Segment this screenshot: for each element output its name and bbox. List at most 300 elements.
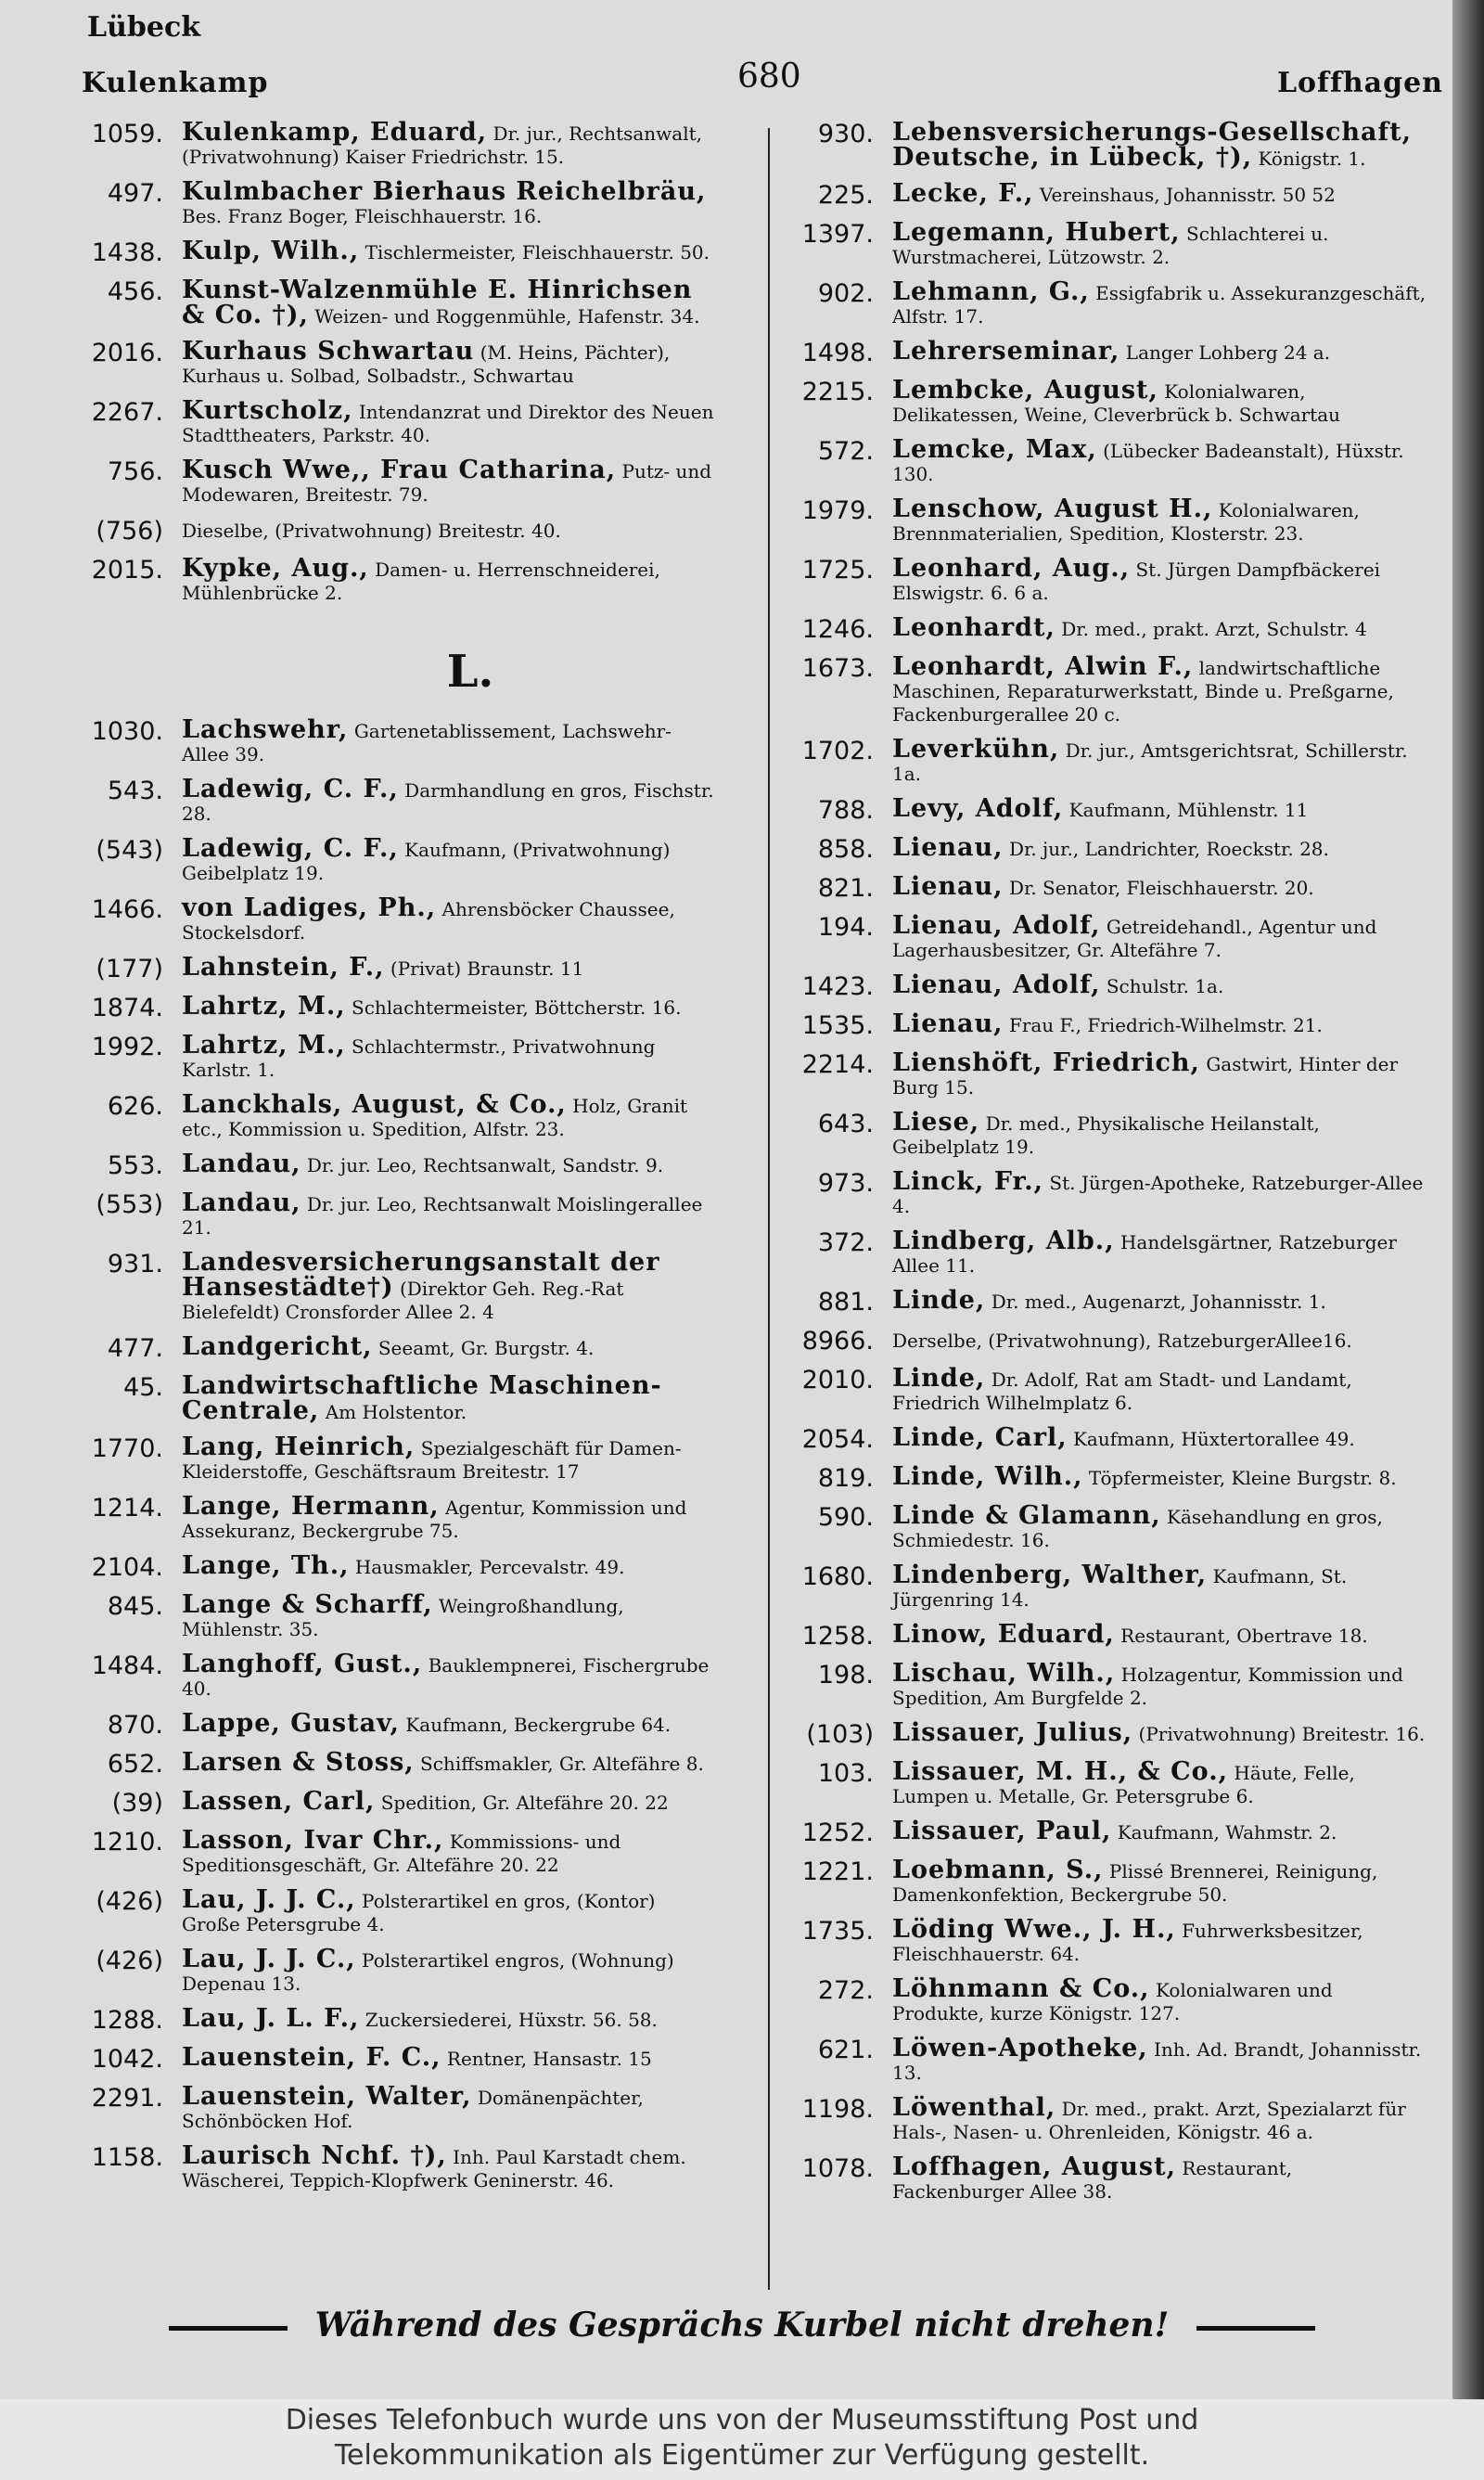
directory-entry: [85, 1652, 716, 1701]
entry-body: [892, 911, 1426, 962]
directory-entry: [85, 1551, 716, 1582]
subscriber-name: Lappe, Gustav,: [182, 1709, 400, 1738]
phone-number: 2054.: [801, 1425, 874, 1454]
entry-body: [182, 1885, 716, 1936]
subscriber-details: Kolonialwaren und Produkte, kurze Königstr. 127.: [892, 1979, 1333, 2024]
entry-body: [182, 337, 716, 388]
subscriber-name: Lemcke, Max,: [892, 435, 1097, 464]
directory-entry: [796, 497, 1426, 546]
directory-entry: [85, 554, 716, 605]
subscriber-name: Lachswehr,: [182, 715, 349, 744]
directory-entry: [796, 1286, 1426, 1317]
phone-number: 1484.: [91, 1651, 163, 1680]
entry-body: [892, 1462, 1426, 1493]
phone-number: 1246.: [801, 615, 874, 644]
subscriber-name: Löhnmann & Co.,: [892, 1974, 1150, 2003]
subscriber-details: Handelsgärtner, Ratzeburger Allee 11.: [892, 1231, 1397, 1277]
subscriber-name: Kurtscholz,: [182, 396, 353, 425]
directory-entry: [85, 1826, 716, 1877]
phone-number: 652.: [107, 1750, 163, 1779]
entry-body: [182, 893, 716, 944]
entry-body: [182, 715, 716, 766]
subscriber-name: Leonhardt, Alwin F.,: [892, 652, 1194, 681]
directory-entry: [85, 1947, 716, 1996]
directory-entry: [85, 1748, 716, 1779]
entry-body: [892, 2034, 1426, 2085]
left-column: [85, 118, 716, 2204]
subscriber-details: Dr. jur. Leo, Rechtsanwalt, Sandstr. 9.: [306, 1154, 664, 1176]
phone-number: 858.: [817, 835, 874, 864]
phone-number: 1214.: [91, 1494, 163, 1523]
phone-number: 1423.: [801, 972, 874, 1001]
entry-body: [182, 1090, 716, 1141]
directory-entry: [85, 118, 716, 169]
entry-body: [892, 118, 1426, 172]
phone-number: 456.: [107, 277, 163, 306]
phone-number: 2214.: [801, 1050, 874, 1079]
entry-body: [892, 1915, 1426, 1966]
directory-entry: [796, 435, 1426, 486]
subscriber-details: Hausmakler, Percevalstr. 49.: [354, 1556, 625, 1578]
subscriber-name: Lienau,: [892, 1009, 1004, 1038]
phone-number: 1221.: [801, 1857, 874, 1886]
subscriber-name: Lecke, F.,: [892, 179, 1034, 208]
phone-number: 930.: [817, 120, 874, 148]
subscriber-name: Kurhaus Schwartau: [182, 337, 475, 366]
phone-number: 845.: [107, 1592, 163, 1621]
phone-number: 626.: [107, 1092, 163, 1121]
subscriber-details: Frau F., Friedrich-Wilhelmstr. 21.: [1008, 1014, 1323, 1036]
subscriber-name: Lahnstein, F.,: [182, 953, 385, 982]
phone-number: (553): [96, 1190, 163, 1219]
subscriber-details: Restaurant, Obertrave 18.: [1120, 1625, 1368, 1647]
directory-entry: [85, 1090, 716, 1141]
directory-entry: [796, 652, 1426, 726]
subscriber-details: Fuhrwerksbesitzer, Fleischhauerstr. 64.: [892, 1920, 1363, 1965]
phone-number: 198.: [817, 1661, 874, 1690]
subscriber-name: Lindenberg, Walther,: [892, 1561, 1208, 1589]
entry-body: [182, 992, 716, 1022]
subscriber-name: Lau, J. J. C.,: [182, 1945, 356, 1973]
subscriber-name: Ladewig, C. F.,: [182, 834, 399, 863]
phone-number: 621.: [817, 2036, 874, 2064]
subscriber-name: Linde,: [892, 1364, 986, 1393]
subscriber-details: Töpfermeister, Kleine Burgstr. 8.: [1088, 1467, 1397, 1489]
phone-number: 2015.: [91, 556, 163, 585]
directory-entry: [796, 218, 1426, 269]
subscriber-name: Levy, Adolf,: [892, 794, 1064, 823]
subscriber-name: Linde, Carl,: [892, 1423, 1068, 1452]
subscriber-details: (M. Heins, Pächter), Kurhaus u. Solbad, Solbadstr., Schwartau: [182, 341, 671, 387]
entry-body: [182, 1709, 716, 1740]
subscriber-details: Häute, Felle, Lumpen u. Metalle, Gr. Petersgrube 6.: [892, 1762, 1355, 1807]
subscriber-details: Seeamt, Gr. Burgstr. 4.: [377, 1337, 595, 1359]
subscriber-name: Loffhagen, August,: [892, 2152, 1176, 2181]
phone-number: 1735.: [801, 1917, 874, 1946]
subscriber-details: Königstr. 1.: [1258, 148, 1366, 170]
left-bottom-entries: [85, 715, 716, 2192]
entry-body: [182, 554, 716, 605]
subscriber-details: Dr. jur., Landrichter, Roeckstr. 28.: [1008, 838, 1329, 860]
subscriber-name: Lissauer, Paul,: [892, 1817, 1112, 1845]
subscriber-details: Schlachterei u. Wurstmacherei, Lützowstr. 2.: [892, 223, 1329, 268]
entry-body: [182, 1947, 716, 1996]
subscriber-name: Linde & Glamann,: [892, 1501, 1161, 1530]
subscriber-name: Liese,: [892, 1108, 980, 1137]
subscriber-details: Holz, Granit etc., Kommission u. Spedition, Alfstr. 23.: [182, 1095, 688, 1140]
phone-number: (756): [96, 517, 163, 546]
directory-entry: [796, 179, 1426, 210]
directory-entry: [85, 1371, 716, 1425]
subscriber-details: Dr. med., Physikalische Heilanstalt, Geibelplatz 19.: [892, 1112, 1320, 1158]
subscriber-name: Kypke, Aug.,: [182, 554, 369, 583]
directory-entry: [85, 1787, 716, 1818]
directory-entry: [796, 833, 1426, 864]
subscriber-details: Kaufmann, Hüxtertorallee 49.: [1072, 1428, 1355, 1450]
entry-body: [182, 396, 716, 447]
directory-entry: [85, 1248, 716, 1324]
directory-entry: [85, 2141, 716, 2192]
directory-entry: [85, 337, 716, 388]
subscriber-details: Am Holstentor.: [325, 1401, 467, 1423]
subscriber-details: (Privatwohnung) Breitestr. 16.: [1138, 1723, 1426, 1745]
subscriber-details: Agentur, Kommission und Assekuranz, Beckergrube 75.: [182, 1497, 687, 1542]
subscriber-details: Inh. Ad. Brandt, Johannisstr. 13.: [892, 2038, 1422, 2084]
directory-entry: [796, 1328, 1426, 1356]
subscriber-name: Leverkühn,: [892, 735, 1060, 764]
entry-body: [892, 1229, 1426, 1278]
phone-number: 902.: [817, 279, 874, 308]
entry-body: [182, 2082, 716, 2133]
entry-body: [182, 1590, 716, 1641]
directory-entry: [85, 953, 716, 983]
phone-number: 590.: [817, 1503, 874, 1532]
subscriber-name: Löwen-Apotheke,: [892, 2034, 1148, 2062]
entry-body: [892, 435, 1426, 486]
entry-body: [182, 1332, 716, 1363]
phone-number: (103): [806, 1720, 874, 1749]
subscriber-details: Derselbe, (Privatwohnung), RatzeburgerAllee16.: [892, 1330, 1352, 1352]
subscriber-name: Kunst-Walzenmühle E. Hinrichsen & Co. †),: [182, 276, 693, 329]
subscriber-details: Polsterartikel engros, (Wohnung) Depenau 13.: [182, 1949, 674, 1995]
directory-entry: [796, 1974, 1426, 2025]
entry-body: [182, 1787, 716, 1818]
subscriber-details: Kaufmann, Beckergrube 64.: [405, 1714, 672, 1736]
directory-entry: [85, 2082, 716, 2133]
entry-body: [892, 376, 1426, 427]
subscriber-details: Käsehandlung en gros, Schmiedestr. 16.: [892, 1506, 1383, 1551]
subscriber-details: Gartenetablissement, Lachswehr-Allee 39.: [182, 720, 672, 765]
entry-body: [182, 1551, 716, 1582]
subscriber-name: Löwenthal,: [892, 2093, 1056, 2122]
subscriber-name: Lau, J. L. F.,: [182, 2004, 360, 2033]
entry-body: [892, 1659, 1426, 1710]
directory-entry: [796, 794, 1426, 825]
subscriber-details: Bes. Franz Boger, Fleischhauerstr. 16.: [182, 205, 543, 227]
subscriber-details: Dr. jur., Amtsgerichtsrat, Schillerstr. 1a.: [892, 739, 1408, 785]
subscriber-details: Kolonialwaren, Brennmaterialien, Spedition, Klosterstr. 23.: [892, 499, 1360, 545]
subscriber-details: Damen- u. Herrenschneiderei, Mühlenbrücke 2.: [182, 559, 660, 604]
entry-body: [182, 2004, 716, 2035]
subscriber-name: Lenschow, August H.,: [892, 495, 1213, 523]
subscriber-details: Dr. Adolf, Rat am Stadt- und Landamt, Friedrich Wilhelmplatz 6.: [892, 1368, 1352, 1414]
directory-entry: [796, 1229, 1426, 1278]
phone-number: 643.: [817, 1110, 874, 1138]
phone-number: 1042.: [91, 2045, 163, 2074]
subscriber-name: Lange & Scharff,: [182, 1590, 433, 1619]
directory-entry: [796, 118, 1426, 172]
entry-body: [182, 177, 716, 228]
entry-body: [182, 518, 716, 546]
entry-body: [182, 777, 716, 826]
phone-number: 1078.: [801, 2154, 874, 2183]
subscriber-details: Vereinshaus, Johannisstr. 50 52: [1039, 184, 1336, 206]
directory-entry: [796, 1718, 1426, 1749]
phone-number: 225.: [817, 181, 874, 210]
subscriber-details: St. Jürgen-Apotheke, Ratzeburger-Allee 4.: [892, 1172, 1424, 1217]
directory-entry: [796, 1563, 1426, 1612]
subscriber-name: Linde,: [892, 1286, 986, 1315]
entry-body: [182, 1826, 716, 1877]
entry-body: [182, 118, 716, 169]
entry-body: [892, 277, 1426, 328]
entry-body: [892, 497, 1426, 546]
subscriber-name: Löding Wwe., J. H.,: [892, 1915, 1176, 1944]
subscriber-name: Lienau,: [892, 872, 1004, 901]
subscriber-name: Lembcke, August,: [892, 376, 1158, 405]
subscriber-name: Lissauer, Julius,: [892, 1718, 1133, 1747]
subscriber-details: Domänenpächter, Schönböcken Hof.: [182, 2087, 644, 2132]
subscriber-details: St. Jürgen Dampfbäckerei Elswigstr. 6. 6 a.: [892, 559, 1381, 604]
entry-body: [892, 1286, 1426, 1317]
subscriber-name: Lasson, Ivar Chr.,: [182, 1826, 444, 1855]
phone-number: 870.: [107, 1711, 163, 1740]
directory-entry: [796, 872, 1426, 903]
phone-number: 2016.: [91, 339, 163, 367]
subscriber-name: Leonhard, Aug.,: [892, 554, 1131, 583]
phone-number: 1397.: [801, 220, 874, 249]
directory-entry: [85, 2043, 716, 2074]
subscriber-details: Spedition, Gr. Altefähre 20. 22: [380, 1792, 669, 1814]
phone-number: 45.: [123, 1373, 163, 1402]
phone-number: 1992.: [91, 1033, 163, 1061]
entry-body: [892, 1858, 1426, 1907]
directory-entry: [85, 1031, 716, 1082]
column-divider: [768, 128, 770, 2290]
subscriber-details: Schulstr. 1a.: [1106, 975, 1224, 997]
subscriber-name: Lehmann, G.,: [892, 277, 1090, 306]
entry-body: [892, 554, 1426, 605]
subscriber-name: Lebensversicherungs-Gesellschaft, Deutsche, in Lübeck, †),: [892, 118, 1413, 172]
directory-entry: [85, 1332, 716, 1363]
entry-body: [892, 1501, 1426, 1552]
subscriber-details: Kommissions- und Speditionsgeschäft, Gr. Altefähre 20. 22: [182, 1831, 621, 1876]
directory-entry: [796, 1048, 1426, 1099]
entry-body: [182, 1748, 716, 1779]
subscriber-name: Leonhardt,: [892, 613, 1055, 642]
phone-number: 821.: [817, 874, 874, 903]
phone-number: 819.: [817, 1464, 874, 1493]
subscriber-details: Kaufmann, Mühlenstr. 11: [1068, 799, 1309, 821]
directory-entry: [85, 278, 716, 328]
directory-entry: [796, 554, 1426, 605]
page-number: 680: [737, 58, 801, 96]
subscriber-details: Weingroßhandlung, Mühlenstr. 35.: [182, 1595, 624, 1640]
phone-number: (426): [96, 1947, 163, 1975]
subscriber-name: Kulp, Wilh.,: [182, 237, 360, 265]
subscriber-details: Holzagentur, Kommission und Spedition, Am Burgfelde 2.: [892, 1664, 1403, 1709]
subscriber-name: Loebmann, S.,: [892, 1856, 1104, 1884]
subscriber-details: Rentner, Hansastr. 15: [446, 2048, 652, 2070]
phone-number: 2010.: [801, 1366, 874, 1394]
phone-number: 8966.: [801, 1327, 874, 1356]
entry-body: [892, 1620, 1426, 1651]
entry-body: [182, 458, 716, 507]
subscriber-name: Lehrerseminar,: [892, 337, 1120, 366]
subscriber-name: Langhoff, Gust.,: [182, 1650, 423, 1678]
subscriber-details: Dr. jur. Leo, Rechtsanwalt Moislingerallee 21.: [182, 1193, 703, 1239]
subscriber-details: (Direktor Geh. Reg.-Rat Bielefeldt) Cronsforder Allee 2. 4: [182, 1278, 624, 1323]
entry-body: [892, 1009, 1426, 1040]
subscriber-details: Getreidehandl., Agentur und Lagerhausbesitzer, Gr. Altefähre 7.: [892, 916, 1377, 961]
subscriber-details: Putz- und Modewaren, Breitestr. 79.: [182, 460, 712, 506]
subscriber-name: Lienau, Adolf,: [892, 970, 1101, 999]
footer-warning: Während des Gesprächs Kurbel nicht drehen!: [0, 2306, 1484, 2345]
phone-number: 881.: [817, 1288, 874, 1317]
entry-body: [892, 2152, 1426, 2204]
subscriber-details: Spezialgeschäft für Damen-Kleiderstoffe, Geschäftsraum Breitestr. 17: [182, 1437, 682, 1483]
phone-number: (177): [96, 955, 163, 983]
directory-entry: [85, 2004, 716, 2035]
disclaimer-line-1: Dieses Telefonbuch wurde uns von der Museumsstiftung Post und: [285, 2404, 1199, 2436]
phone-number: 1059.: [91, 120, 163, 148]
directory-entry: [796, 1009, 1426, 1040]
entry-body: [182, 278, 716, 328]
subscriber-details: Dr. Senator, Fleischhauerstr. 20.: [1008, 877, 1314, 899]
directory-entry: [796, 376, 1426, 427]
directory-entry: [85, 777, 716, 826]
entry-body: [892, 1364, 1426, 1415]
subscriber-details: Intendanzrat und Direktor des Neuen Stadttheaters, Parkstr. 40.: [182, 401, 714, 446]
entry-body: [182, 1492, 716, 1543]
entry-body: [892, 735, 1426, 786]
subscriber-name: Ladewig, C. F.,: [182, 775, 399, 803]
entry-body: [182, 1152, 716, 1180]
phone-number: 2267.: [91, 398, 163, 427]
directory-entry: [85, 992, 716, 1022]
directory-entry: [796, 2034, 1426, 2085]
phone-number: 1158.: [91, 2143, 163, 2172]
directory-entry: [85, 1152, 716, 1180]
phone-number: 1210.: [91, 1828, 163, 1857]
subscriber-name: von Ladiges, Ph.,: [182, 893, 437, 922]
subscriber-name: Lissauer, M. H., & Co.,: [892, 1757, 1229, 1786]
subscriber-name: Linde, Wilh.,: [892, 1462, 1083, 1491]
phone-number: (543): [96, 836, 163, 865]
subscriber-name: Larsen & Stoss,: [182, 1748, 415, 1777]
subscriber-name: Lauenstein, Walter,: [182, 2082, 472, 2111]
phone-number: 272.: [817, 1976, 874, 2005]
phone-number: 1770.: [91, 1434, 163, 1463]
directory-entry: [85, 396, 716, 447]
subscriber-name: Linow, Eduard,: [892, 1620, 1115, 1649]
disclaimer-banner: [0, 2399, 1484, 2480]
subscriber-name: Kulenkamp, Eduard,: [182, 118, 488, 147]
directory-entry: [796, 1819, 1426, 1847]
city-header: Lübeck: [87, 11, 201, 44]
entry-body: [892, 337, 1426, 367]
right-entries: [796, 118, 1426, 2204]
entry-body: [892, 2093, 1426, 2144]
phone-number: 1535.: [801, 1011, 874, 1040]
subscriber-name: Lindberg, Alb.,: [892, 1227, 1115, 1255]
subscriber-name: Lahrtz, M.,: [182, 1031, 346, 1060]
entry-body: [892, 1819, 1426, 1847]
entry-body: [182, 1191, 716, 1240]
phone-number: 572.: [817, 437, 874, 466]
subscriber-details: Polsterartikel en gros, (Kontor) Große Petersgrube 4.: [182, 1890, 656, 1935]
directory-entry: [796, 613, 1426, 644]
phone-number: 2104.: [91, 1553, 163, 1582]
directory-entry: [796, 1858, 1426, 1907]
phone-number: 497.: [107, 179, 163, 208]
subscriber-name: Landau,: [182, 1150, 301, 1178]
phone-number: 543.: [107, 777, 163, 805]
subscriber-name: Lahrtz, M.,: [182, 992, 346, 1021]
directory-entry: [796, 735, 1426, 786]
subscriber-details: landwirtschaftliche Maschinen, Reparaturwerkstatt, Binde u. Preßgarne, Fackenburgerallee 20 c.: [892, 657, 1394, 726]
entry-body: [892, 872, 1426, 903]
entry-body: [182, 2043, 716, 2074]
subscriber-details: Dr. med., Augenarzt, Johannisstr. 1.: [991, 1291, 1326, 1313]
subscriber-details: (Lübecker Badeanstalt), Hüxstr. 130.: [892, 440, 1404, 485]
subscriber-name: Laurisch Nchf. †),: [182, 2141, 447, 2170]
phone-number: 553.: [107, 1151, 163, 1180]
directory-entry: [85, 177, 716, 228]
entry-body: [182, 953, 716, 983]
phone-number: (39): [111, 1789, 163, 1818]
directory-entry: [796, 970, 1426, 1001]
directory-entry: [796, 1501, 1426, 1552]
entry-body: [892, 652, 1426, 726]
subscriber-name: Landwirtschaftliche Maschinen-Centrale,: [182, 1371, 662, 1425]
subscriber-details: Darmhandlung en gros, Fischstr. 28.: [182, 779, 714, 825]
subscriber-details: Tischlermeister, Fleischhauerstr. 50.: [365, 241, 710, 263]
directory-entry: [85, 1885, 716, 1936]
phone-number: 1874.: [91, 994, 163, 1022]
subscriber-details: Ahrensböcker Chaussee, Stockelsdorf.: [182, 898, 675, 944]
entry-body: [892, 1167, 1426, 1218]
directory-entry: [85, 834, 716, 885]
subscriber-details: Bauklempnerei, Fischergrube 40.: [182, 1654, 710, 1700]
subscriber-name: Lassen, Carl,: [182, 1787, 376, 1816]
entry-body: [182, 239, 716, 267]
page-edge-shadow: [1452, 0, 1484, 2399]
subscriber-name: Lienshöft, Friedrich,: [892, 1048, 1200, 1077]
phone-number: 931.: [107, 1250, 163, 1279]
left-top-entries: [85, 118, 716, 605]
directory-entry: [85, 518, 716, 546]
entry-body: [892, 613, 1426, 644]
subscriber-details: Dr. med., prakt. Arzt, Spezialarzt für Hals-, Nasen- u. Ohrenleiden, Königstr. 46 a.: [892, 2098, 1406, 2143]
phone-number: 1725.: [801, 556, 874, 585]
entry-body: [892, 1974, 1426, 2025]
directory-entry: [796, 1757, 1426, 1808]
entry-body: [182, 1248, 716, 1324]
phone-number: 1680.: [801, 1562, 874, 1591]
subscriber-name: Lanckhals, August, & Co.,: [182, 1090, 567, 1119]
right-column: [796, 118, 1426, 2215]
